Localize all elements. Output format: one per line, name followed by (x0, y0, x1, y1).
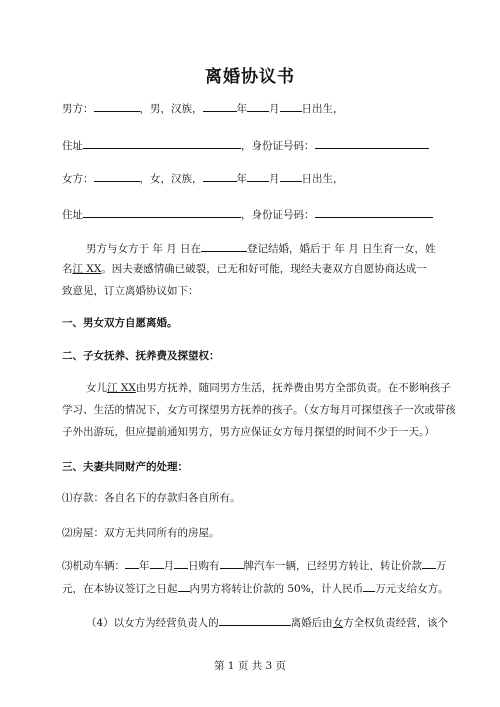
intro-line-3: 致意见，订立离婚协议如下： (62, 285, 199, 297)
property-item-1: ⑴存款：各自名下的存款归各自所有。 (62, 492, 241, 504)
section-3-heading: 三、夫妻共同财产的处理： (62, 461, 188, 473)
woman-name-blank (94, 170, 140, 182)
woman-day-blank (280, 170, 302, 182)
intro-line-1: 男方与女方于 年 月 日在 登记结婚，婚后于 年 月 日生育一女，姓 (86, 240, 436, 256)
man-id-blank (315, 137, 429, 149)
man-address-line: 住址 ，身份证号码： (62, 137, 429, 153)
document-title: 离婚协议书 (205, 67, 295, 87)
woman-month-blank (247, 170, 269, 182)
intro-line-2: 名江 XX。因夫妻感情确已破裂，已无和好可能，现经夫妻双方自愿协商达成一 (62, 263, 427, 275)
daughter-name: 江 XX (72, 263, 102, 275)
man-address-blank (83, 137, 241, 149)
property-item-4-line-1: （4）以女方为经营负责人的 离婚后由女方全权负责经营，该个 (86, 614, 448, 630)
section-2-line-1: 女儿江 XX由男方抚养，随同男方生活，抚养费由男方全部负责。在不影响孩子 (86, 382, 451, 394)
man-year-blank (203, 100, 237, 112)
section-1-heading: 一、男女双方自愿离婚。 (62, 317, 178, 329)
man-month-blank (247, 100, 269, 112)
section-2-line-3: 子外出游玩，但应提前通知男方，男方应保证女方每月探望的时间不少于一天。） (62, 426, 435, 438)
woman-id-blank (315, 206, 433, 218)
property-item-3-line-2: 元，在本协议签订之日起 内男方将转让价款的 50%，计人民币 万元支给女方。 (62, 580, 449, 596)
property-item-3-line-1: ⑶机动车辆： 年 月 日购有 牌汽车一辆，已经男方转让，转让价款 万 (62, 557, 447, 573)
woman-year-blank (203, 170, 237, 182)
page-footer: 第 1 页 共 3 页 (213, 660, 287, 672)
section-2-line-2: 学习、生活的情况下，女方可探望男方抚养的孩子。（女方每月可探望孩子一次或带孩 (62, 404, 456, 416)
man-info-line: 男方： ，男，汉族， 年 月 日出生， (62, 100, 344, 116)
property-item-2: ⑵房屋：双方无共同所有的房屋。 (62, 527, 220, 539)
woman-address-blank (83, 206, 241, 218)
section-2-heading: 二、子女抚养、抚养费及探望权： (62, 350, 220, 362)
woman-info-line: 女方： ，女，汉族， 年 月 日出生， (62, 170, 344, 186)
woman-address-line: 住址 ，身份证号码： (62, 206, 433, 222)
registration-place-blank (201, 240, 247, 252)
man-day-blank (280, 100, 302, 112)
daughter-name-2: 江 XX (107, 382, 136, 394)
man-name-blank (94, 100, 140, 112)
